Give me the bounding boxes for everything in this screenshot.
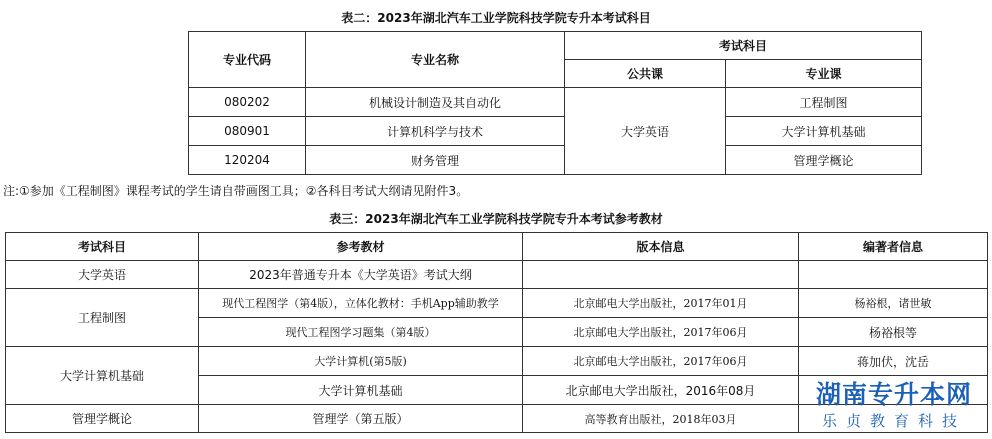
major-course-cell: 工程制图 xyxy=(726,88,922,117)
major-name-cell: 财务管理 xyxy=(306,146,565,175)
author-cell xyxy=(799,261,988,289)
footnote: 注:①参加《工程制图》课程考试的学生请自带画图工具；②各科目考试大纲请见附件3。 xyxy=(3,184,469,198)
exam-subjects-table xyxy=(188,31,922,175)
table-row xyxy=(6,261,988,289)
table2-caption: 表二：2023年湖北汽车工业学院科技学院专升本考试科目 xyxy=(341,11,651,25)
subject-cell: 工程制图 xyxy=(6,289,199,347)
header-subject: 考试科目 xyxy=(6,233,199,261)
header-major-course: 专业课 xyxy=(726,60,922,88)
textbook-cell: 2023年普通专升本《大学英语》考试大纲 xyxy=(199,261,523,289)
table-row xyxy=(6,289,988,318)
textbook-cell: 大学计算机(第5版) xyxy=(199,347,523,376)
table-row xyxy=(189,88,922,117)
header-edition: 版本信息 xyxy=(523,233,799,261)
textbook-cell: 管理学（第五版） xyxy=(199,405,523,433)
table3-caption: 表三：2023年湖北汽车工业学院科技学院专升本考试参考教材 xyxy=(329,212,663,226)
header-textbook: 参考教材 xyxy=(199,233,523,261)
header-major-name: 专业名称 xyxy=(306,32,565,88)
textbook-cell: 现代工程图学习题集（第4版） xyxy=(199,318,523,347)
major-name-cell: 机械设计制造及其自动化 xyxy=(306,88,565,117)
author-cell: 杨裕根等 xyxy=(799,318,988,347)
header-public-course: 公共课 xyxy=(565,60,726,88)
major-code-cell: 120204 xyxy=(189,146,306,175)
major-code-cell: 080901 xyxy=(189,117,306,146)
edition-cell: 北京邮电大学出版社，2017年06月 xyxy=(523,347,799,376)
public-course-cell: 大学英语 xyxy=(565,88,726,175)
textbook-cell: 大学计算机基础 xyxy=(199,376,523,405)
edition-cell: 北京邮电大学出版社，2017年06月 xyxy=(523,318,799,347)
major-code-cell: 080202 xyxy=(189,88,306,117)
subject-cell: 大学英语 xyxy=(6,261,199,289)
table-row xyxy=(189,146,922,175)
watermark-logo xyxy=(800,380,988,438)
edition-cell: 北京邮电大学出版社，2017年01月 xyxy=(523,289,799,318)
header-author: 编著者信息 xyxy=(799,233,988,261)
subject-cell: 管理学概论 xyxy=(6,405,199,433)
edition-cell: 高等教育出版社，2018年03月 xyxy=(523,405,799,433)
major-name-cell: 计算机科学与技术 xyxy=(306,117,565,146)
watermark-subtitle: 乐贞教育科技 xyxy=(821,412,966,430)
edition-cell xyxy=(523,261,799,289)
author-cell: 蒋加伏，沈岳 xyxy=(799,347,988,376)
header-exam-subjects: 考试科目 xyxy=(565,32,922,60)
table-row xyxy=(6,347,988,376)
subject-cell: 大学计算机基础 xyxy=(6,347,199,405)
watermark-title: 湖南专升本网 xyxy=(815,381,972,409)
header-major-code: 专业代码 xyxy=(189,32,306,88)
major-course-cell: 大学计算机基础 xyxy=(726,117,922,146)
edition-cell: 北京邮电大学出版社，2016年08月 xyxy=(523,376,799,405)
table-row xyxy=(189,117,922,146)
textbook-cell: 现代工程图学（第4版），立体化教材：手机App辅助教学 xyxy=(199,289,523,318)
major-course-cell: 管理学概论 xyxy=(726,146,922,175)
author-cell: 杨裕根，诸世敏 xyxy=(799,289,988,318)
